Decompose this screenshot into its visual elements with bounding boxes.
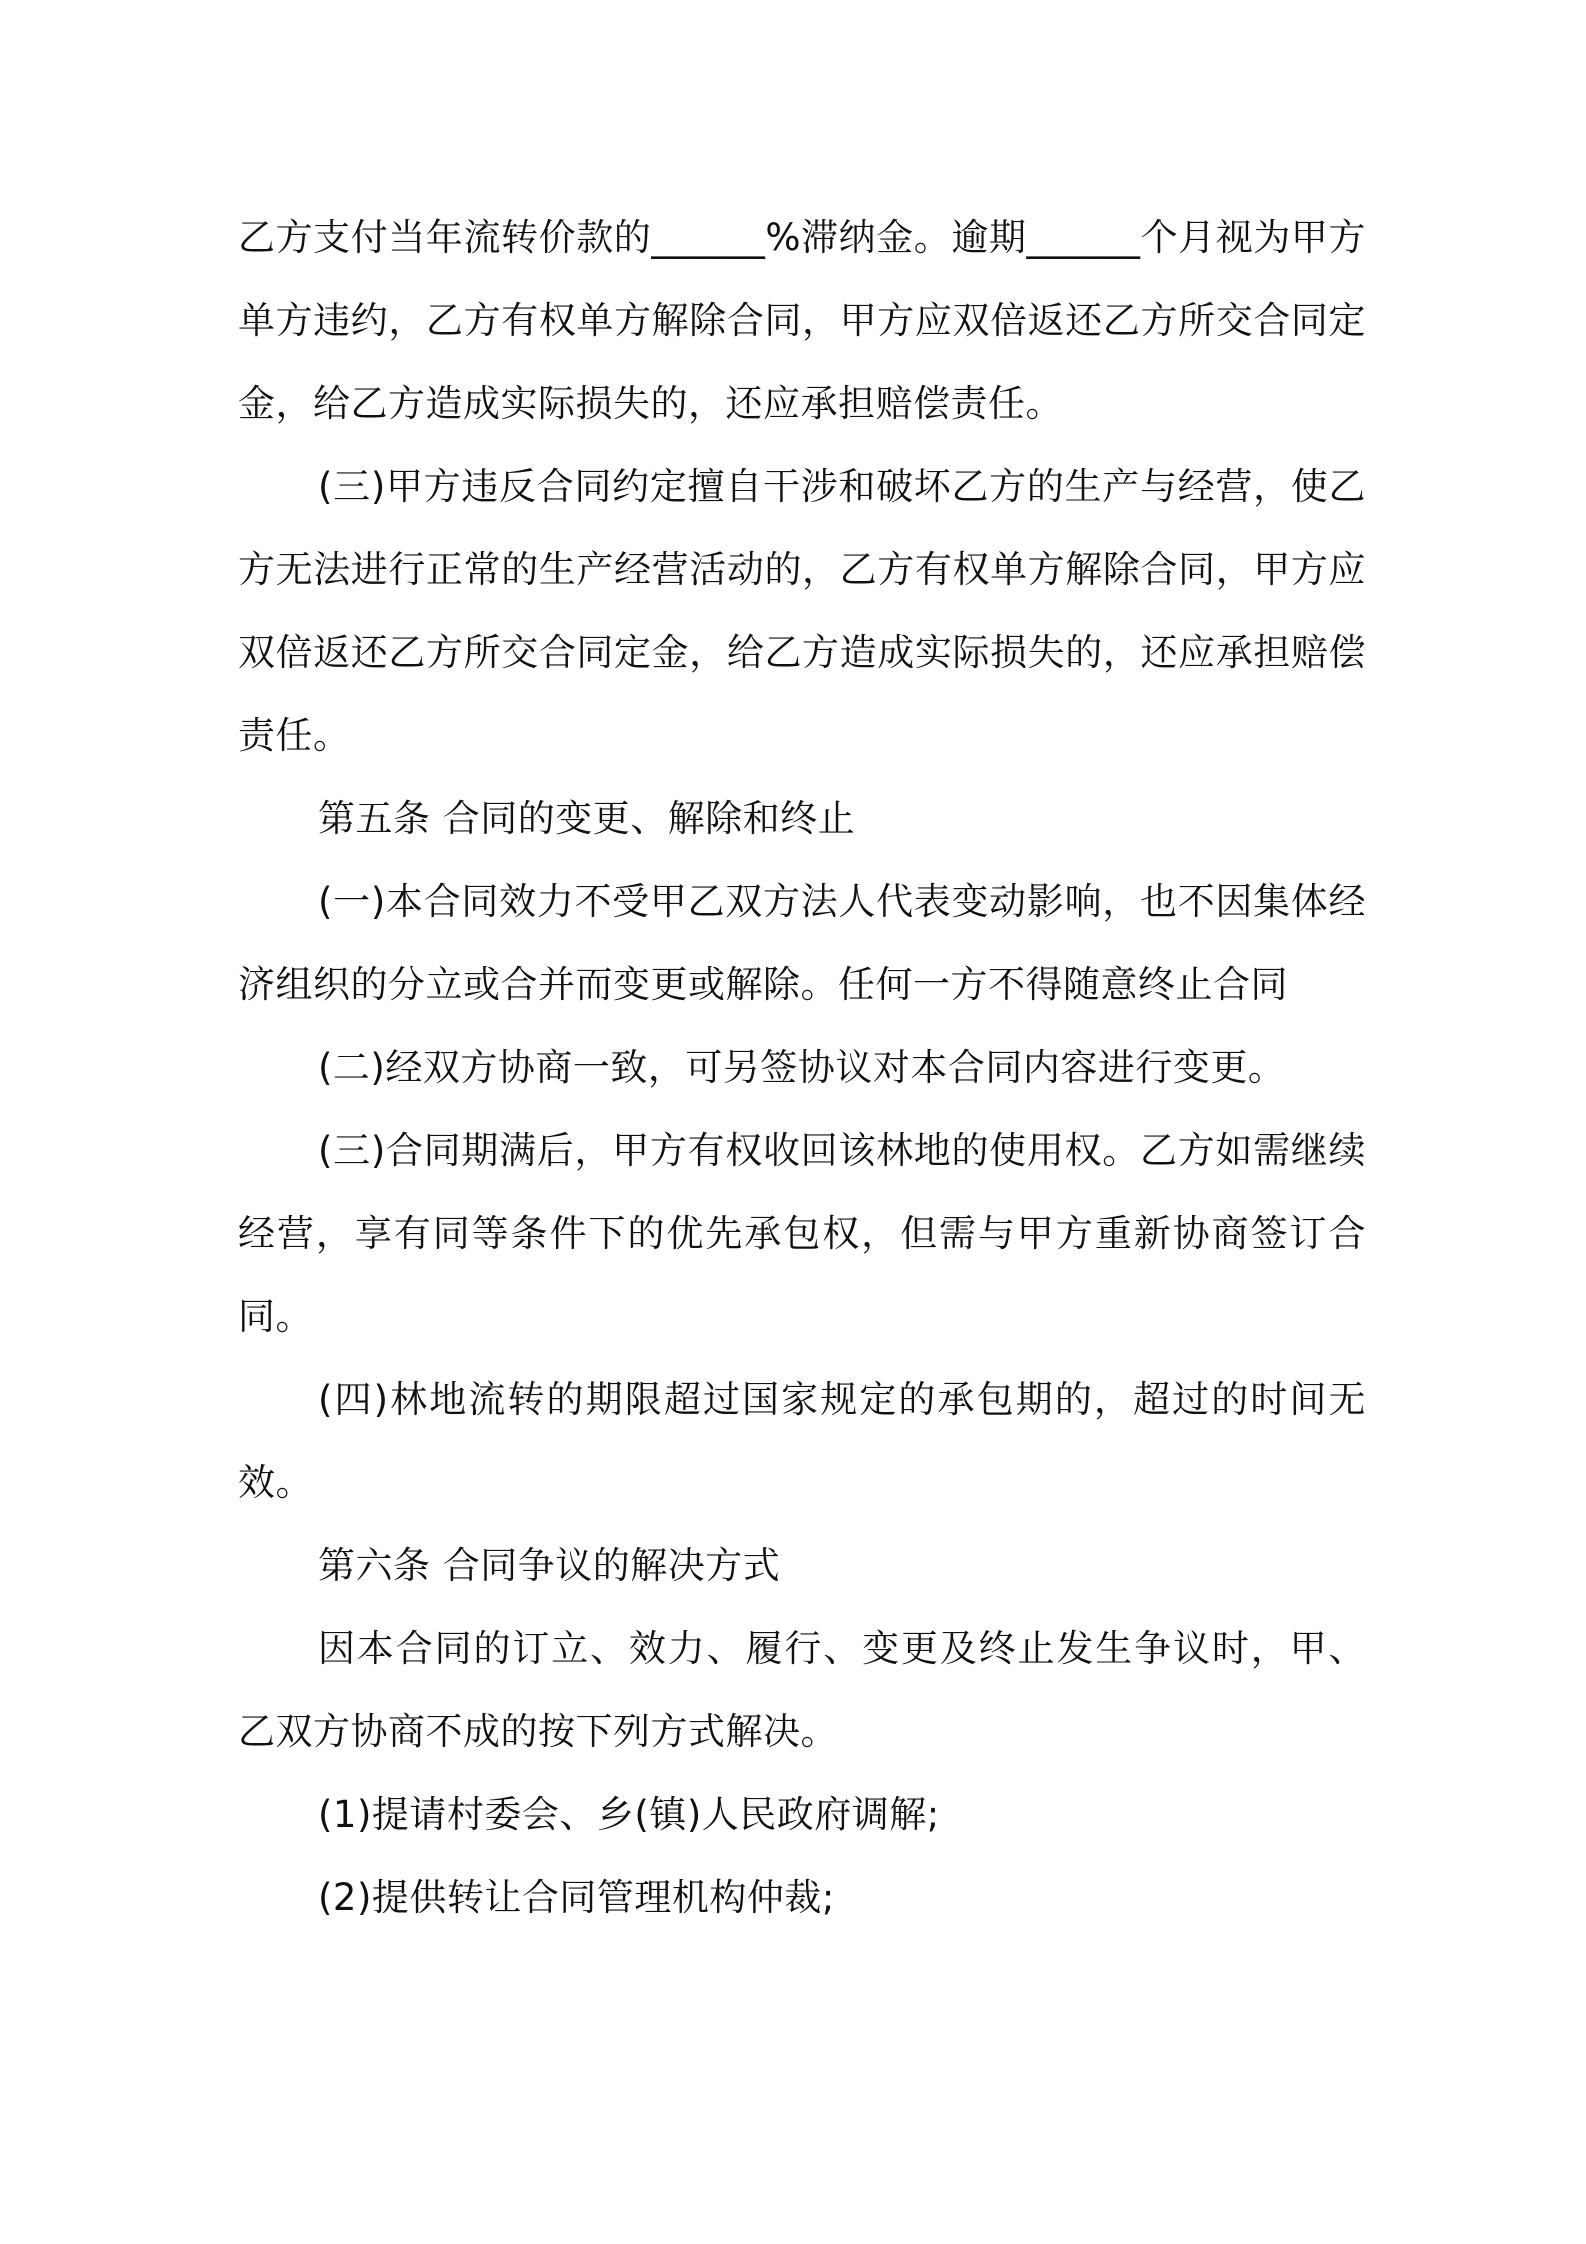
paragraph-article5-item2: (二)经双方协商一致，可另签协议对本合同内容进行变更。 [318,1046,1286,1089]
document-body [238,196,1366,1939]
paragraph-article5-item1: (一)本合同效力不受甲乙双方法人代表变动影响，也不因集体经济组织的分立或合并而变更或解除。任何一方不得随意终止合同 [238,880,1366,1006]
paragraph-article6-intro: 因本合同的订立、效力、履行、变更及终止发生争议时，甲、乙双方协商不成的按下列方式解决。 [238,1627,1366,1753]
paragraph-article4-item3: (三)甲方违反合同约定擅自干涉和破坏乙方的生产与经营，使乙方无法进行正常的生产经营活动的，乙方有权单方解除合同，甲方应双倍返还乙方所交合同定金，给乙方造成实际损失的，还应承担赔偿责任。 [238,465,1366,757]
article6-heading: 第六条 合同争议的解决方式 [318,1544,781,1587]
paragraph-article5-item3: (三)合同期满后，甲方有权收回该林地的使用权。乙方如需继续经营，享有同等条件下的优先承包权，但需与甲方重新协商签订合同。 [238,1129,1366,1338]
article5-heading: 第五条 合同的变更、解除和终止 [318,797,856,840]
paragraph-article6-item2: (2)提供转让合同管理机构仲裁; [318,1876,835,1919]
paragraph-article5-item4: (四)林地流转的期限超过国家规定的承包期的，超过的时间无效。 [238,1378,1366,1504]
paragraph-continuation: 乙方支付当年流转价款的______%滞纳金。逾期______个月视为甲方单方违约，乙方有权单方解除合同，甲方应双倍返还乙方所交合同定金，给乙方造成实际损失的，还应承担赔偿责任。 [238,216,1366,425]
paragraph-article6-item1: (1)提请村委会、乡(镇)人民政府调解; [318,1793,940,1836]
